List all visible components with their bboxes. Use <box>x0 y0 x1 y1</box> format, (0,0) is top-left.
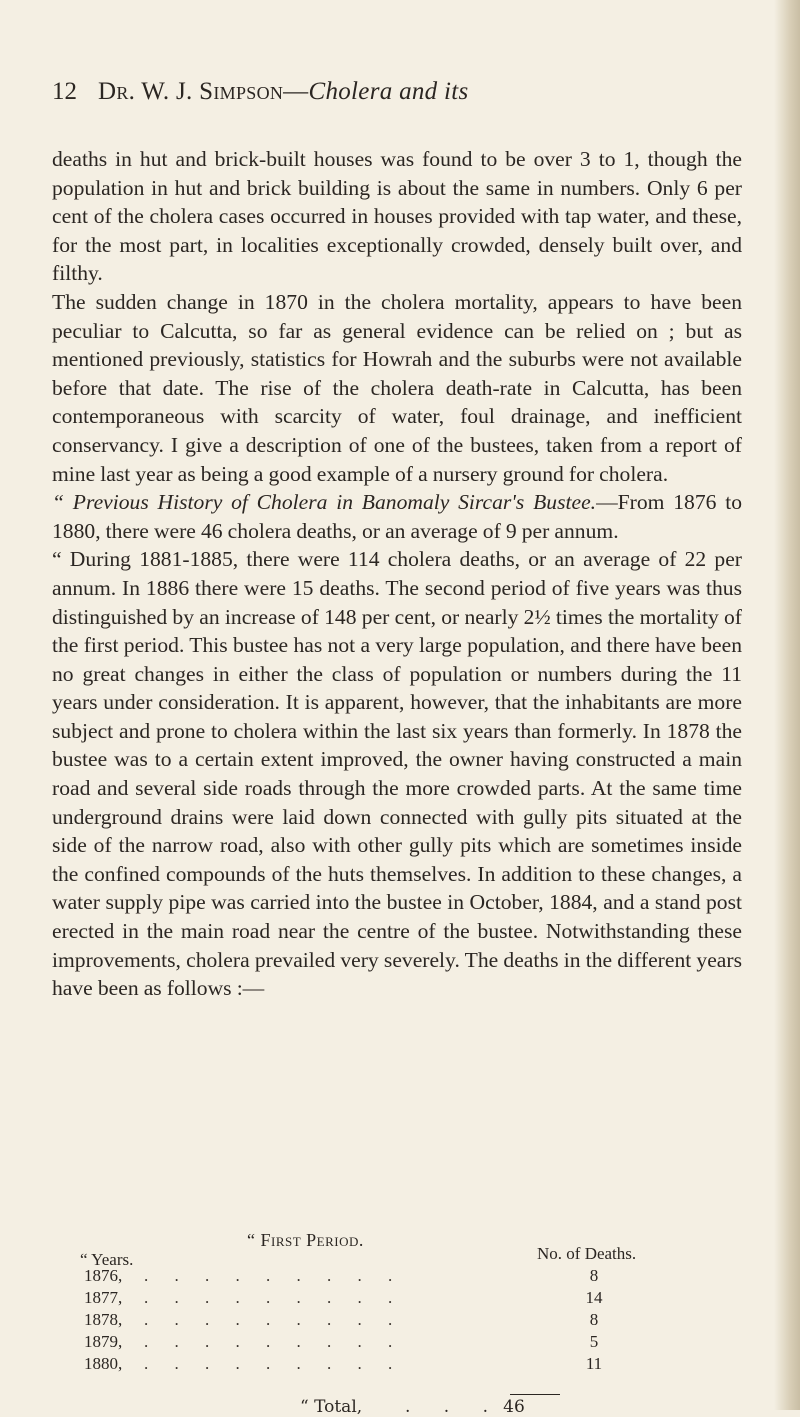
year-cell: 1877, <box>84 1288 123 1307</box>
chapter-title: Cholera and its <box>308 78 469 105</box>
leader-dots: . . . . . . . . . <box>144 1266 404 1285</box>
table-row <box>84 1310 644 1332</box>
deaths-cell: 8 <box>589 1310 599 1329</box>
author-name: Dr. W. J. Simpson <box>98 78 284 105</box>
quote-paragraph-1: —From 1876 to 1880, there were 46 cholera deaths, or an average of 9 per annum. <box>52 490 742 543</box>
total-leader-dots: . . . <box>405 1397 503 1417</box>
deaths-cell: 5 <box>589 1332 599 1351</box>
total-rule <box>510 1394 560 1395</box>
deaths-table <box>52 1230 752 1390</box>
table-row <box>84 1266 644 1288</box>
deaths-cell: 14 <box>585 1288 603 1307</box>
deaths-cell: 11 <box>585 1354 603 1373</box>
page-number: 12 <box>52 78 77 105</box>
table-row <box>84 1332 644 1354</box>
quote-heading: “ Previous History of Cholera in Banomaly Sircar's Bustee. <box>52 490 597 515</box>
table-row <box>84 1288 644 1310</box>
running-title: Dr. W. J. Simpson—Cholera and its <box>98 78 469 105</box>
column-header-deaths: No. of Deaths. <box>537 1244 637 1263</box>
total-label: “ Total, <box>300 1397 363 1417</box>
year-cell: 1876, <box>84 1266 123 1285</box>
body-text <box>52 145 742 1003</box>
leader-dots: . . . . . . . . . <box>144 1354 404 1373</box>
column-header-years: “ Years. <box>80 1250 134 1269</box>
leader-dots: . . . . . . . . . <box>144 1288 404 1307</box>
paragraph-2: The sudden change in 1870 in the cholera mortality, appears to have been peculiar to Calcutta, so far as general evidence can be relied on ; but as mentioned previously, statistics for Howrah and the suburbs were not available before that date. The rise of the cholera death-rate in Calcutta, has been contemporaneous with scarcity of water, foul drainage, and inefficient conservancy. I give a description of one of the bustees, taken from a report of mine last year as being a good example of a nursery ground for cholera. <box>52 289 742 486</box>
year-cell: 1879, <box>84 1332 123 1351</box>
leader-dots: . . . . . . . . . <box>144 1332 404 1351</box>
total-value: 46 <box>503 1397 525 1417</box>
year-cell: 1878, <box>84 1310 123 1329</box>
table-row <box>84 1354 644 1376</box>
year-cell: 1880, <box>84 1354 123 1373</box>
paragraph-1: deaths in hut and brick-built houses was found to be over 3 to 1, though the population in hut and brick building is about the same in numbers. Only 6 per cent of the cholera cases occurred in houses provided with tap water, and these, for the most part, in localities exceptionally crowded, densely built over, and filthy. <box>52 147 742 286</box>
running-header <box>52 78 742 112</box>
paragraph-4: “ During 1881-1885, there were 114 cholera deaths, or an average of 22 per annum. In 1886 there were 15 deaths. The second period of five years was thus distinguished by an increase of 148 per cent, or nearly 2½ times the mortality of the first period. This bustee has not a very large population, and there have been no great changes in either the class of population or numbers during the 11 years under consideration. It is apparent, however, that the inhabitants are more subject and prone to cholera within the last six years than formerly. In 1878 the bustee was to a certain extent improved, the owner having constructed a main road and several side roads through the more crowded parts. At the same time underground drains were laid down connected with gully pits situated at the side of the narrow road, also with other gully pits which are sometimes inside the confined compounds of the huts themselves. In addition to these changes, a water supply pipe was carried into the bustee in October, 1884, and a stand post erected in the main road near the centre of the bustee. Notwithstanding these improvements, cholera prevailed very severely. The deaths in the different years have been as follows :— <box>52 547 742 1001</box>
paragraph-3 <box>52 488 742 545</box>
leader-dots: . . . . . . . . . <box>144 1310 404 1329</box>
table-title: “ First Period. <box>247 1230 364 1250</box>
page-edge-shadow <box>774 0 800 1410</box>
deaths-cell: 8 <box>589 1266 599 1285</box>
